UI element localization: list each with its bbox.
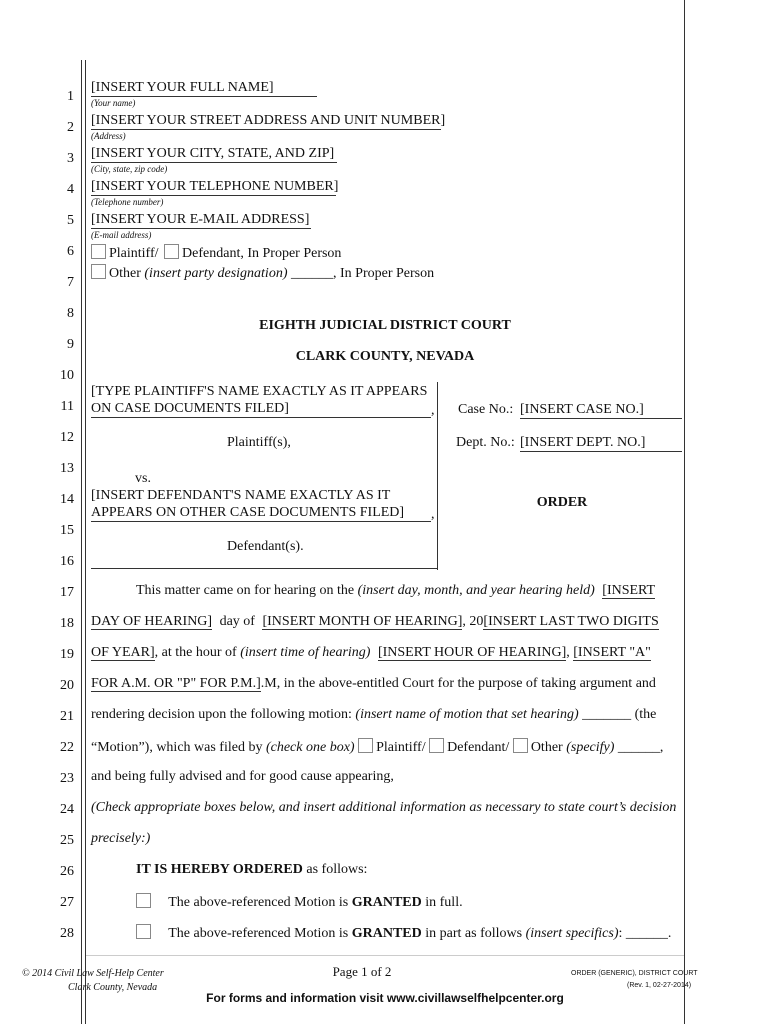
address-label: (Address): [91, 131, 126, 141]
l18-dayof: day of: [219, 614, 255, 629]
hearing-year-field-start[interactable]: [INSERT LAST TWO DIGITS: [483, 614, 659, 629]
body-line-28: [136, 924, 671, 942]
line-number: 6: [67, 244, 74, 259]
defendant-label: Defendant, In Proper Person: [182, 246, 342, 261]
l19-hint: (insert time of hearing): [240, 645, 371, 660]
order-title: ORDER: [536, 495, 588, 510]
plaintiff-label: Plaintiff(s),: [227, 435, 291, 450]
body-line-19: [91, 645, 651, 661]
body-line-17: [136, 583, 655, 599]
filed-by-other-checkbox[interactable]: [513, 738, 528, 753]
line-number: 16: [60, 554, 74, 569]
hearing-day-field-end[interactable]: DAY OF HEARING]: [91, 614, 213, 629]
line-number: 27: [60, 895, 74, 910]
name-label: (Your name): [91, 98, 136, 108]
line-number: 26: [60, 864, 74, 879]
line-number: 20: [60, 678, 74, 693]
defendant-checkbox[interactable]: [164, 244, 179, 259]
other-party-checkbox[interactable]: [91, 264, 106, 279]
case-no-label: Case No.:: [458, 402, 514, 417]
plaintiff-name-line1[interactable]: [TYPE PLAINTIFF'S NAME EXACTLY AS IT APPEARS: [91, 384, 428, 399]
caption-box-divider: [437, 382, 438, 570]
plaintiff-comma: ,: [431, 403, 435, 418]
l17-hint: (insert day, month, and year hearing held): [357, 583, 595, 598]
l22-hint: (check one box): [265, 740, 355, 755]
line-number: 9: [67, 337, 74, 352]
plaintiff-name-line2[interactable]: ON CASE DOCUMENTS FILED]: [91, 401, 431, 418]
body-line-22: [91, 738, 663, 756]
l19-comma: ,: [566, 645, 570, 660]
body-line-20: [91, 676, 656, 692]
l26-text: as follows:: [306, 862, 368, 877]
party-line-1: [91, 244, 341, 262]
body-line-23: and being fully advised and for good cause appearing,: [91, 769, 394, 784]
city-field[interactable]: [INSERT YOUR CITY, STATE, AND ZIP]: [91, 146, 337, 163]
dept-no-field[interactable]: [INSERT DEPT. NO.]: [520, 435, 682, 452]
name-field[interactable]: [INSERT YOUR FULL NAME]: [91, 80, 317, 97]
phone-field[interactable]: [INSERT YOUR TELEPHONE NUMBER]: [91, 179, 339, 194]
defendant-name-line2[interactable]: APPEARS ON OTHER CASE DOCUMENTS FILED]: [91, 505, 431, 522]
hearing-month-field[interactable]: [INSERT MONTH OF HEARING]: [262, 614, 463, 629]
line-number: 10: [60, 368, 74, 383]
line-number: 14: [60, 492, 74, 507]
vs-label: vs.: [135, 471, 151, 486]
party-designation-hint: (insert party designation): [144, 266, 288, 281]
l22-text: “Motion”), which was filed by: [91, 740, 263, 755]
line-number: 4: [67, 182, 74, 197]
body-line-26: [136, 862, 367, 878]
motion-name-blank[interactable]: _______ (the: [582, 707, 657, 722]
line-number: 1: [67, 89, 74, 104]
l27-text: The above-referenced Motion is: [168, 895, 349, 910]
hearing-hour-field[interactable]: [INSERT HOUR OF HEARING]: [377, 645, 567, 660]
left-margin-line-2: [85, 60, 86, 1024]
l21-hint: (insert name of motion that set hearing): [355, 707, 579, 722]
footer-location: Clark County, Nevada: [68, 982, 158, 993]
defendant-label: Defendant(s).: [227, 539, 304, 554]
line-number: 7: [67, 275, 74, 290]
l27-granted: GRANTED: [351, 895, 422, 910]
plaintiff-checkbox[interactable]: [91, 244, 106, 259]
party-designation-blank[interactable]: ______, In Proper Person: [291, 266, 435, 281]
l22-specify-hint: (specify): [566, 740, 615, 755]
footer-divider: [86, 955, 684, 956]
l28-hint: (insert specifics): [525, 926, 619, 941]
case-no-field[interactable]: [INSERT CASE NO.]: [520, 402, 682, 419]
court-county: CLARK COUNTY, NEVADA: [295, 349, 475, 364]
filed-by-other-blank[interactable]: ______,: [617, 740, 664, 755]
footer-page: Page 1 of 2: [332, 964, 392, 979]
line-number: 25: [60, 833, 74, 848]
hearing-day-field-start[interactable]: [INSERT: [602, 583, 656, 598]
l18-year-prefix: , 20: [462, 614, 484, 629]
l21-text: rendering decision upon the following motion:: [91, 707, 352, 722]
defendant-name-line1[interactable]: [INSERT DEFENDANT'S NAME EXACTLY AS IT: [91, 488, 391, 503]
right-margin-line: [684, 0, 685, 1024]
address-field[interactable]: [INSERT YOUR STREET ADDRESS AND UNIT NUMBER]: [91, 113, 446, 128]
line-number: 18: [60, 616, 74, 631]
l28-granted: GRANTED: [351, 926, 422, 941]
line-number: 15: [60, 523, 74, 538]
party-line-2: [91, 264, 434, 282]
am-pm-field-start[interactable]: [INSERT "A": [573, 645, 651, 660]
line-number: 23: [60, 771, 74, 786]
filed-by-other-label: Other: [530, 740, 563, 755]
body-line-27: [136, 893, 463, 911]
body-line-18: [91, 614, 659, 630]
am-pm-field-end[interactable]: FOR A.M. OR "P" FOR P.M.]: [91, 676, 261, 691]
filed-by-defendant-checkbox[interactable]: [429, 738, 444, 753]
phone-label: (Telephone number): [91, 197, 164, 207]
l19-text: , at the hour of: [154, 645, 237, 660]
court-name: EIGHTH JUDICIAL DISTRICT COURT: [259, 318, 511, 333]
filed-by-plaintiff-checkbox[interactable]: [358, 738, 373, 753]
footer-copyright: © 2014 Civil Law Self-Help Center: [22, 968, 164, 979]
defendant-comma: ,: [431, 507, 435, 522]
filed-by-plaintiff-label: Plaintiff/: [376, 740, 426, 755]
line-number: 5: [67, 213, 74, 228]
city-label: (City, state, zip code): [91, 164, 168, 174]
line-number: 22: [60, 740, 74, 755]
l28-text: The above-referenced Motion is: [168, 926, 349, 941]
line-number: 11: [60, 399, 74, 414]
granted-part-specifics-blank[interactable]: : ______.: [618, 926, 672, 941]
line-number: 17: [60, 585, 74, 600]
body-line-25: precisely:): [91, 831, 151, 846]
line-number: 28: [60, 926, 74, 941]
granted-part-checkbox[interactable]: [136, 924, 151, 939]
line-number: 12: [60, 430, 74, 445]
ordered-heading: IT IS HEREBY ORDERED: [136, 862, 303, 877]
footer-visit[interactable]: For forms and information visit www.civillawselfhelpcenter.org: [206, 991, 564, 1005]
line-number: 24: [60, 802, 74, 817]
l27-end: in full.: [425, 895, 463, 910]
l28-inpart: in part as follows: [425, 926, 523, 941]
line-number: 2: [67, 120, 74, 135]
hearing-year-field-end[interactable]: OF YEAR]: [91, 645, 155, 660]
line-number: 13: [60, 461, 74, 476]
line-number: 19: [60, 647, 74, 662]
email-field[interactable]: [INSERT YOUR E-MAIL ADDRESS]: [91, 212, 310, 227]
granted-full-checkbox[interactable]: [136, 893, 151, 908]
plaintiff-label: Plaintiff/: [109, 246, 159, 261]
line-number: 21: [60, 709, 74, 724]
other-label: Other: [109, 266, 141, 281]
body-line-24: (Check appropriate boxes below, and insert additional information as necessary to state court’s decision: [91, 800, 677, 815]
l20-text: .M, in the above-entitled Court for the purpose of taking argument and: [260, 676, 656, 691]
line-number: 3: [67, 151, 74, 166]
l17-text: This matter came on for hearing on the: [136, 583, 355, 598]
filed-by-defendant-label: Defendant/: [447, 740, 510, 755]
email-label: (E-mail address): [91, 230, 152, 240]
footer-form-name: ORDER (GENERIC), DISTRICT COURT: [571, 970, 698, 977]
footer-rev: (Rev. 1, 02-27-2014): [627, 982, 692, 989]
body-line-21: [91, 707, 656, 723]
caption-box-bottom: [91, 568, 438, 569]
left-margin-line-1: [81, 60, 82, 1024]
dept-no-label: Dept. No.:: [456, 435, 515, 450]
line-number: 8: [67, 306, 74, 321]
